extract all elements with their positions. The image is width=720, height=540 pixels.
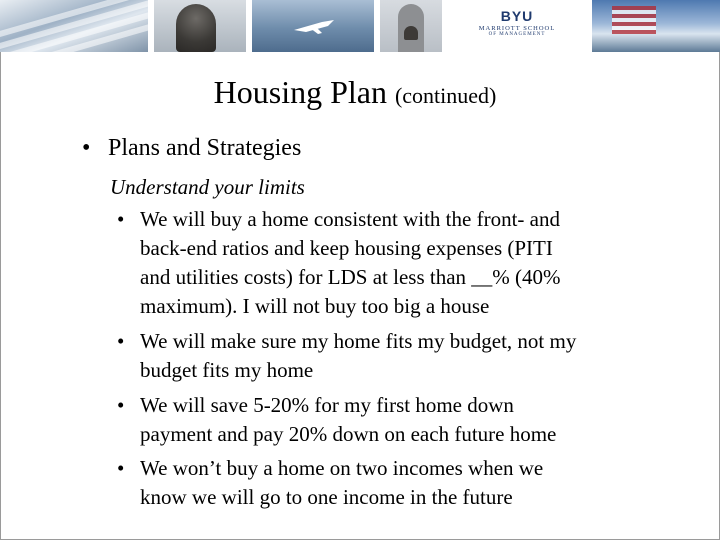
byu-logo — [448, 0, 586, 52]
logo-subtitle-2: OF MANAGEMENT — [488, 32, 546, 37]
banner-photo-statue — [154, 0, 246, 52]
statue-image — [176, 4, 216, 52]
section-heading: Plans and Strategies — [108, 135, 302, 161]
banner-photo-bell-tower — [380, 0, 442, 52]
logo-title: BYU — [500, 8, 534, 24]
bullet-marker: • — [117, 393, 125, 417]
bullet-marker: • — [82, 135, 91, 161]
bullet-text: We will make sure my home fits my budget, not my budget fits my home — [140, 329, 577, 382]
airplane-icon — [292, 18, 336, 36]
bullet-marker: • — [117, 456, 125, 480]
bullet-marker: • — [117, 207, 125, 231]
bullet-text: We will save 5-20% for my first home down payment and pay 20% down on each future home — [140, 393, 557, 446]
title-main: Housing Plan — [213, 74, 387, 110]
banner-photo-architecture — [0, 0, 148, 52]
bell-icon — [404, 26, 418, 40]
banner-photo-sky — [252, 0, 374, 52]
logo-subtitle: MARRIOTT SCHOOL — [478, 25, 556, 32]
bullet-marker: • — [117, 329, 125, 353]
flag-image — [612, 6, 656, 34]
title-sub: (continued) — [394, 83, 497, 108]
bullet-text: We will buy a home consistent with the front- and back-end ratios and keep housing expenses (PITI and utilities costs) for LDS at less than __% (40% maximum). I will not buy too big a house — [140, 207, 561, 318]
bullet-text: We won’t buy a home on two incomes when we know we will go to one income in the future — [140, 456, 544, 509]
subheading: Understand your limits — [110, 175, 305, 199]
banner-photo-flag — [592, 0, 720, 52]
header-banner — [0, 0, 720, 52]
slide-title — [0, 72, 710, 116]
